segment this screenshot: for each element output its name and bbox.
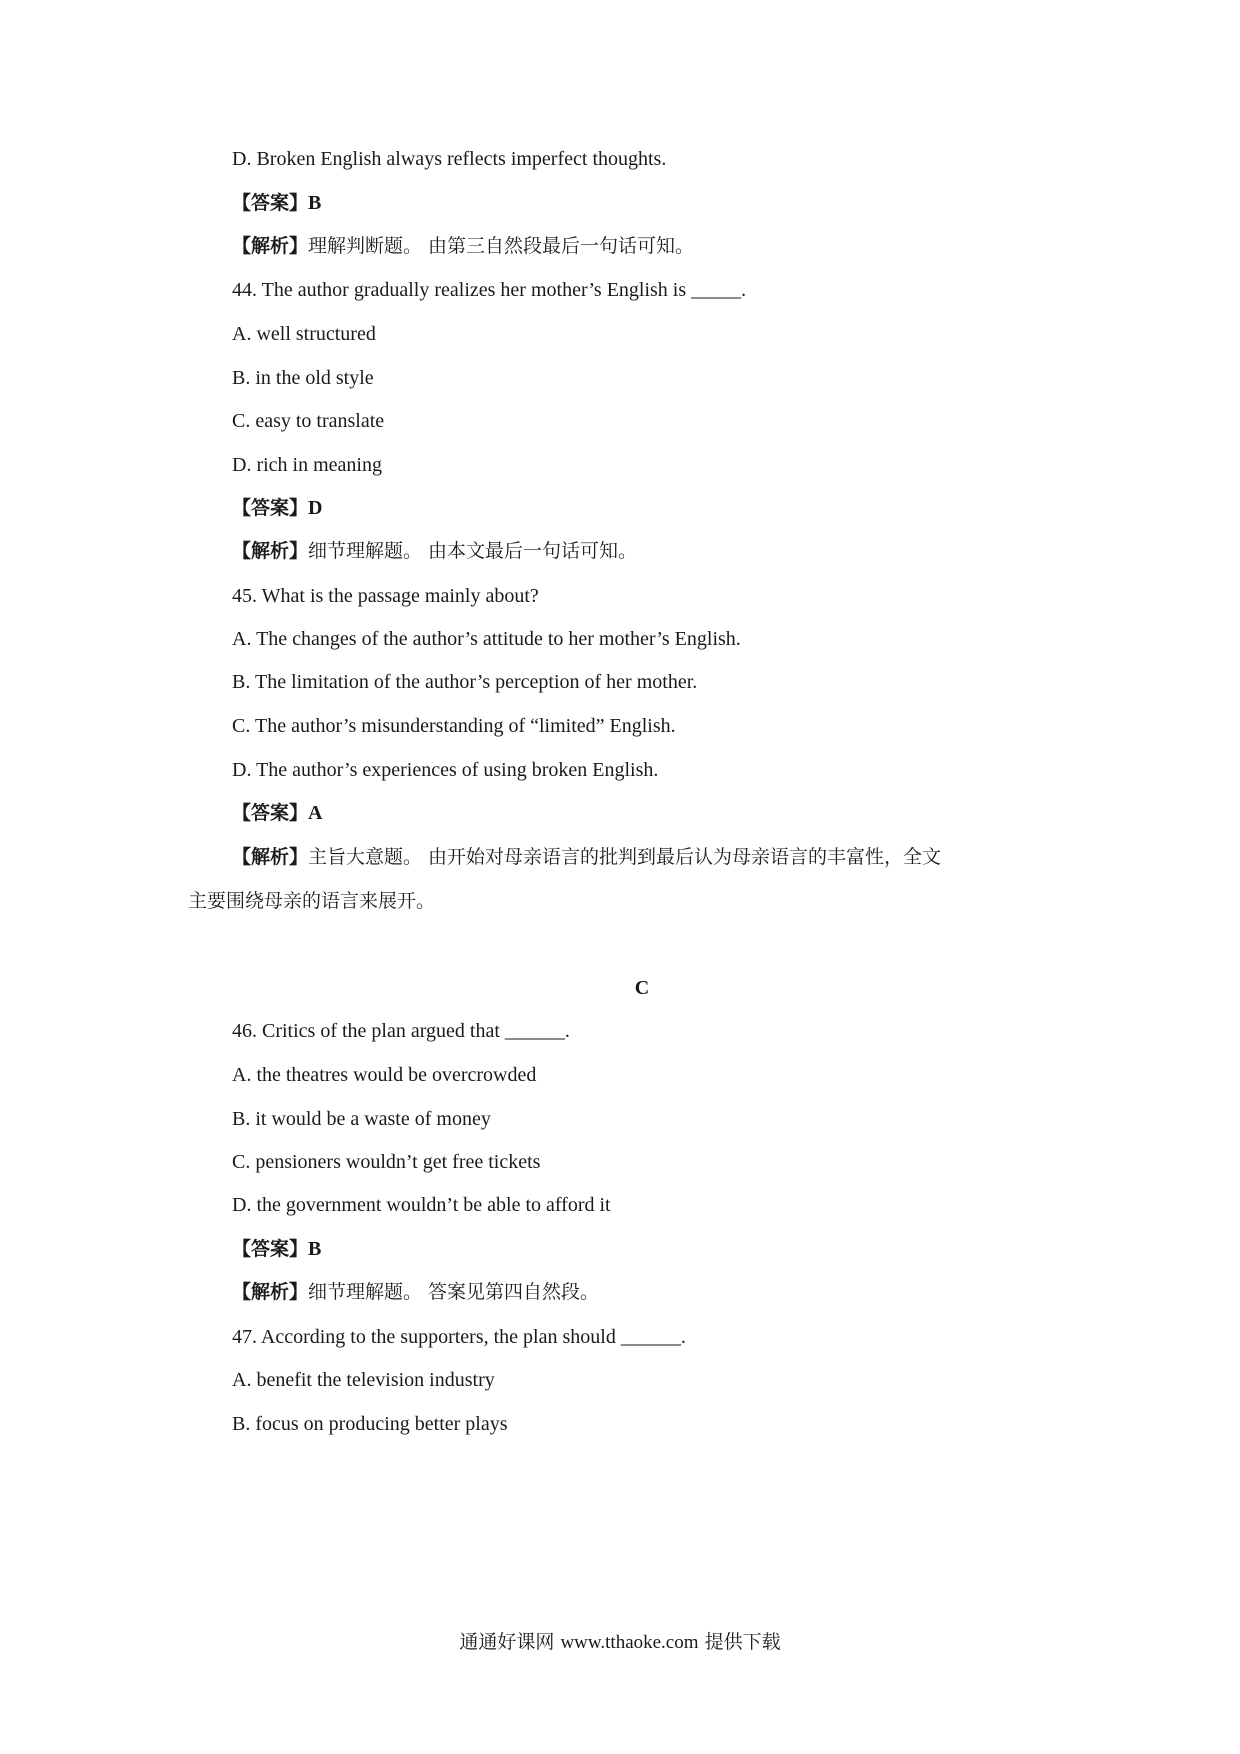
analysis-text: 理解判断题。 由第三自然段最后一句话可知。 bbox=[308, 235, 695, 257]
answer-tag: 【答案】 bbox=[232, 802, 309, 824]
analysis-text: 主要围绕母亲的语言来展开。 bbox=[188, 890, 436, 912]
q47-option-b: B. focus on producing better plays bbox=[232, 1413, 508, 1435]
analysis-tag: 【解析】 bbox=[232, 540, 309, 562]
q45-analysis-continued bbox=[188, 888, 435, 914]
answer-value: B bbox=[308, 192, 322, 214]
q45-option-c: C. The author’s misunderstanding of “limited” English. bbox=[232, 715, 676, 737]
q46-option-a: A. the theatres would be overcrowded bbox=[232, 1064, 537, 1086]
answer-tag: 【答案】 bbox=[232, 497, 309, 519]
analysis-text: 细节理解题。 答案见第四自然段。 bbox=[308, 1281, 600, 1303]
q46-option-b: B. it would be a waste of money bbox=[232, 1108, 491, 1130]
answer-value: D bbox=[308, 497, 323, 519]
answer-tag: 【答案】 bbox=[232, 192, 309, 214]
analysis-text: 主旨大意题。 由开始对母亲语言的批判到最后认为母亲语言的丰富性，全文 bbox=[308, 846, 942, 868]
q43-analysis bbox=[232, 233, 694, 259]
q46-stem: 46. Critics of the plan argued that ______. bbox=[232, 1020, 570, 1042]
answer-value: A bbox=[308, 802, 323, 824]
footer-site-name: 通通好课网 bbox=[459, 1631, 555, 1653]
q47-stem: 47. According to the supporters, the plan should ______. bbox=[232, 1326, 686, 1348]
page-footer bbox=[0, 1629, 1240, 1656]
footer-suffix: 提供下载 bbox=[704, 1631, 781, 1653]
q43-answer bbox=[232, 190, 321, 216]
q44-option-b: B. in the old style bbox=[232, 367, 374, 389]
analysis-tag: 【解析】 bbox=[232, 1281, 309, 1303]
section-heading: C bbox=[634, 977, 650, 999]
q43-option-d: D. Broken English always reflects imperfect thoughts. bbox=[232, 148, 667, 170]
q45-analysis bbox=[232, 844, 941, 870]
answer-tag: 【答案】 bbox=[232, 1238, 309, 1260]
q45-option-b: B. The limitation of the author’s perception of her mother. bbox=[232, 671, 698, 693]
q44-stem: 44. The author gradually realizes her mother’s English is _____. bbox=[232, 279, 747, 301]
q45-answer bbox=[232, 800, 322, 826]
q46-answer bbox=[232, 1236, 321, 1262]
answer-value: B bbox=[308, 1238, 322, 1260]
analysis-tag: 【解析】 bbox=[232, 235, 309, 257]
q44-option-a: A. well structured bbox=[232, 323, 376, 345]
footer-url[interactable]: www.tthaoke.com bbox=[560, 1632, 699, 1653]
q44-option-d: D. rich in meaning bbox=[232, 454, 382, 476]
q44-option-c: C. easy to translate bbox=[232, 410, 385, 432]
q46-option-d: D. the government wouldn’t be able to afford it bbox=[232, 1194, 611, 1216]
q46-analysis bbox=[232, 1279, 599, 1305]
q44-analysis bbox=[232, 538, 637, 564]
analysis-text: 细节理解题。 由本文最后一句话可知。 bbox=[308, 540, 638, 562]
q45-stem: 45. What is the passage mainly about? bbox=[232, 585, 539, 607]
q45-option-a: A. The changes of the author’s attitude to her mother’s English. bbox=[232, 628, 741, 650]
analysis-tag: 【解析】 bbox=[232, 846, 309, 868]
q44-answer bbox=[232, 495, 322, 521]
q45-option-d: D. The author’s experiences of using broken English. bbox=[232, 759, 659, 781]
q46-option-c: C. pensioners wouldn’t get free tickets bbox=[232, 1151, 541, 1173]
q47-option-a: A. benefit the television industry bbox=[232, 1369, 495, 1391]
